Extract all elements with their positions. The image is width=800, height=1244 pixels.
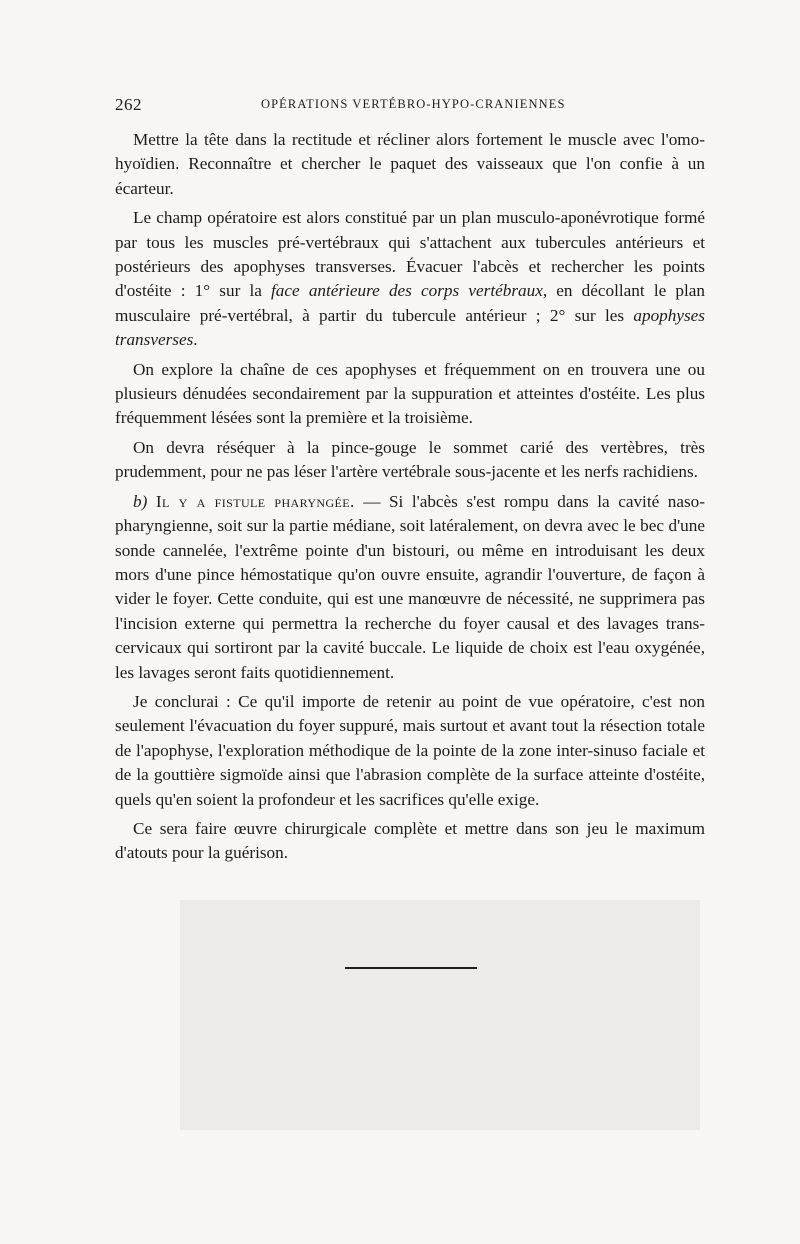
paragraph-4: On devra réséquer à la pince-gouge le sommet carié des vertèbres, très prudemment, pour ne pas léser l'artère vertébrale sous-jacente et les nerfs rachidiens. <box>115 437 705 482</box>
page-number: 262 <box>115 95 142 114</box>
paragraph-2-emphasis-2: apophyses transverses <box>115 305 705 350</box>
paragraph-2 <box>115 206 705 352</box>
section-label: b) <box>133 491 148 511</box>
paragraph-1: Mettre la tête dans la rectitude et récliner alors fortement le muscle avec l'omo-hyoïdien. Reconnaître et chercher le paquet des vaisseaux que l'on confie à un écarteur. <box>115 130 705 198</box>
paragraph-6: Je conclurai : Ce qu'il importe de retenir au point de vue opératoire, c'est non seulement l'évacuation du foyer suppuré, mais surtout et avant tout la résection totale de l'apophyse, l'exploration méthodique de la pointe de la zone inter-sinuso faciale et de la gouttière sigmoïde ainsi que l'abrasion complète de la surface atteinte d'ostéite, quels qu'en soient la profondeur et les sacrifices qu'elle exige. <box>115 691 705 809</box>
paragraph-2-emphasis-1: face antérieure des corps vertébraux <box>271 281 543 301</box>
page-header <box>115 95 705 115</box>
body-text <box>115 128 705 871</box>
paragraph-5-text: — Si l'abcès s'est rompu dans la cavité naso-pharyngienne, soit sur la partie médiane, soit latéralement, on devra avec le bec d'une sonde cannelée, l'extrême pointe d'un bistouri, ou même en introduisant les deux mors d'une pince hémostatique qu'on ouvre ensuite, agrandir l'ouverture, de façon à vider le foyer. Cette conduite, qui est une manœuvre de nécessité, ne supprimera pas l'incision externe qui permettra la recherche du foyer causal et des lavages trans-cervicaux qui sortiront par la cavité buccale. Le liquide de choix est l'eau oxygénée, les lavages seront faits quotidiennement. <box>115 491 705 682</box>
running-title: OPÉRATIONS VERTÉBRO-HYPO-CRANIENNES <box>261 97 566 111</box>
paragraph-7: Ce sera faire œuvre chirurgicale complète et mettre dans son jeu le maximum d'atouts pour la guérison. <box>115 818 705 863</box>
section-heading: Il y a fistule pharyngée. <box>155 491 355 511</box>
paragraph-2-text-c: . <box>193 330 198 350</box>
bleed-through-shadow <box>180 900 700 1130</box>
paragraph-3: On explore la chaîne de ces apophyses et fréquemment on en trouvera une ou plusieurs dénudées secondairement par la suppuration et atteintes d'ostéite. Les plus fréquemment lésées sont la première et la troisième. <box>115 359 705 428</box>
paragraph-2-text-a: Le champ opératoire est alors constitué par un plan musculo-aponévrotique formé par tous les muscles pré-vertébraux qui s'attachent aux tubercules antérieurs et postérieurs des apophyses transverses. Évacuer l'abcès et rechercher les points d'ostéite : 1° sur la <box>115 208 705 301</box>
paragraph-2-text-b: , en décollant le plan musculaire pré-vertébral, à partir du tubercule antérieur ; 2° sur les <box>115 281 705 325</box>
paragraph-5 <box>115 490 705 685</box>
closing-rule <box>345 967 477 969</box>
